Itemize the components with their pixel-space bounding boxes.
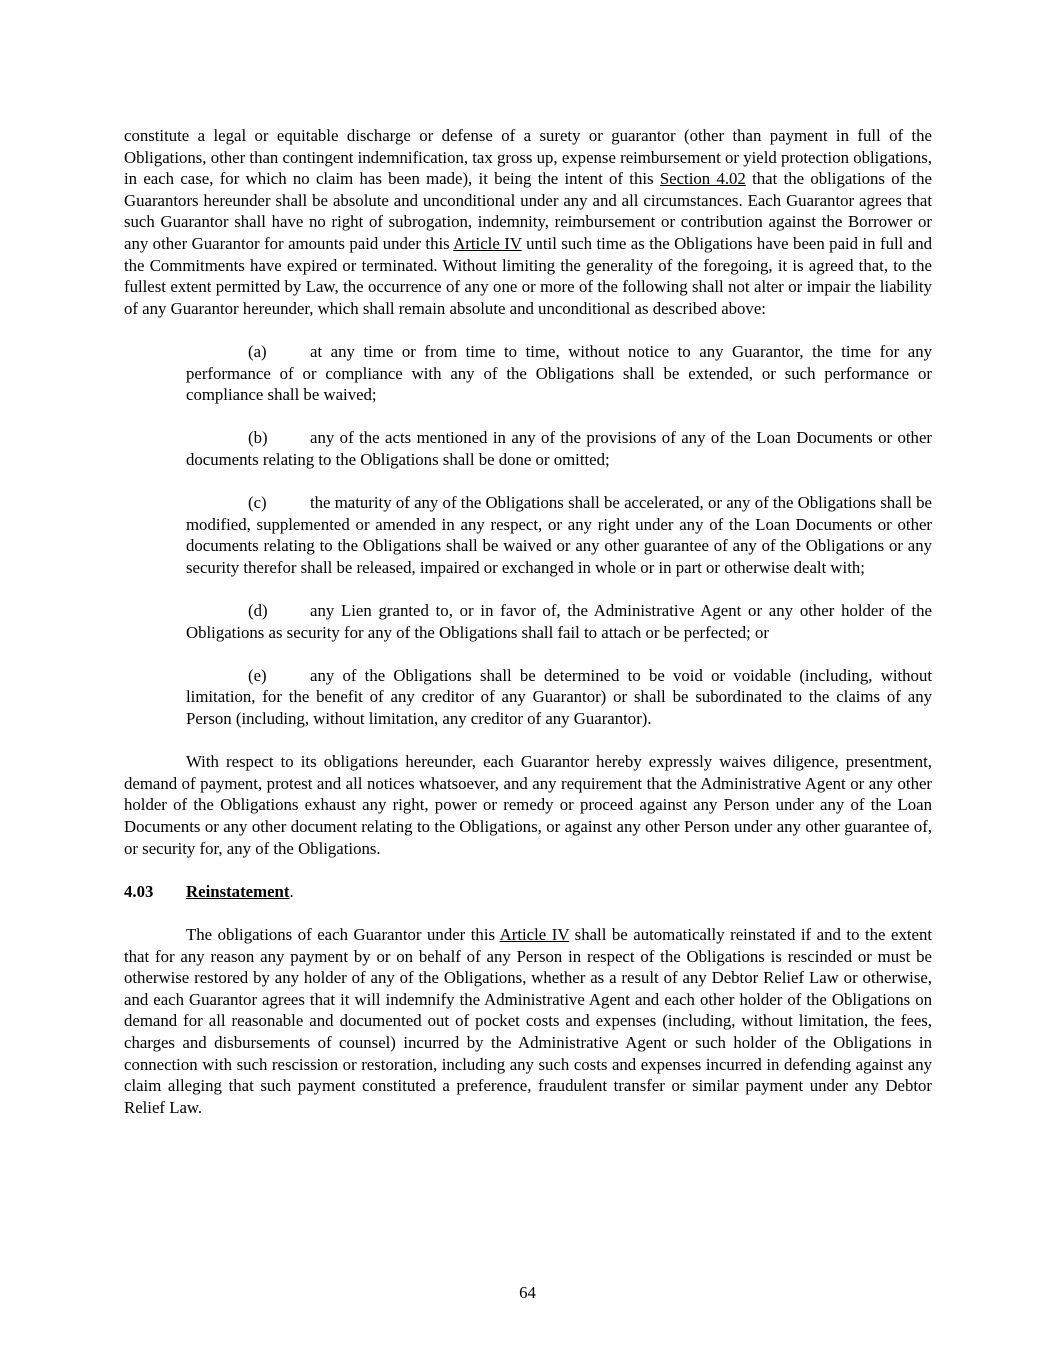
clause-label: (b) <box>248 428 268 448</box>
article-reference: Article IV <box>453 233 522 253</box>
clause-label: (c) <box>248 493 267 513</box>
continued-paragraph <box>124 125 932 319</box>
clause-label: (a) <box>248 341 267 361</box>
clause-c <box>186 492 932 578</box>
clause-a <box>186 341 932 406</box>
section-heading <box>124 881 932 903</box>
waiver-paragraph: With respect to its obligations hereunder, each Guarantor hereby expressly waives diligence, presentment, demand of payment, protest and all notices whatsoever, and any requirement that the Administrative Agent or any other holder of the Obligations exhaust any right, power or remedy or proceed against any Person under any of the Loan Documents or any other document relating to the Obligations, or against any other Person under any other guarantee of, or security for, any of the Obligations. <box>124 752 932 858</box>
text-segment: constitute a legal or equitable discharge or defense of a surety or guarantor (other than payment in full of the Obligations, other than contingent indemnification, tax gross up, expense reimbursement or yield protection obligations, in each case, for which no claim has been made), it being the intent of this <box>124 126 932 189</box>
clause-text: any of the acts mentioned in any of the provisions of any of the Loan Documents or other documents relating to the Obligations shall be done or omitted; <box>186 428 932 469</box>
clause-label: (d) <box>248 601 268 621</box>
clause-d <box>186 600 932 643</box>
text-segment: until such time as the Obligations have been paid in full and the Commitments have expired or terminated. Without limiting the generality of the foregoing, it is agreed that, to the fullest extent permitted by Law, the occurrence of any one or more of the following shall not alter or impair the liability of any Guarantor hereunder, which shall remain absolute and unconditional as described above: <box>124 233 932 318</box>
clause-text: the maturity of any of the Obligations shall be accelerated, or any of the Obligations shall be modified, supplemented or amended in any respect, or any right under any of the Loan Documents or other documents relating to the Obligations shall be waived or any other guarantee of any of the Obligations or any security therefor shall be released, impaired or exchanged in whole or in part or otherwise dealt with; <box>186 493 932 577</box>
text-segment: that the obligations of the Guarantors hereunder shall be absolute and unconditional under any and all circumstances. Each Guarantor agrees that such Guarantor shall have no right of subrogation, indemnity, reimbursement or contribution against the Borrower or any other Guarantor for amounts paid under this <box>124 169 932 253</box>
text-segment: The obligations of each Guarantor under this <box>186 924 500 944</box>
document-page <box>124 125 932 1118</box>
section-reference: Section 4.02 <box>659 169 746 189</box>
clause-text: at any time or from time to time, without notice to any Guarantor, the time for any performance of or compliance with any of the Obligations shall be extended, or such performance or compliance shall be waived; <box>186 341 932 405</box>
reinstatement-paragraph <box>124 924 932 1118</box>
section-title: Reinstatement <box>186 881 290 901</box>
clause-text: any Lien granted to, or in favor of, the Administrative Agent or any other holder of the Obligations as security for any of the Obligations shall fail to attach or be perfected; or <box>186 601 932 642</box>
article-reference: Article IV <box>499 924 570 944</box>
clause-b <box>186 427 932 470</box>
clause-text: any of the Obligations shall be determined to be void or voidable (including, without limitation, for the benefit of any creditor of any Guarantor) or shall be subordinated to the claims of any Person (including, without limitation, any creditor of any Guarantor). <box>186 665 932 729</box>
section-number: 4.03 <box>124 881 154 901</box>
text-segment: shall be automatically reinstated if and to the extent that for any reason any payment by or on behalf of any Person in respect of the Obligations is rescinded or must be otherwise restored by any holder of any of the Obligations, whether as a result of any Debtor Relief Law or otherwise, and each Guarantor agrees that it will indemnify the Administrative Agent and each other holder of the Obligations on demand for all reasonable and documented out of pocket costs and expenses (including, without limitation, the fees, charges and disbursements of counsel) incurred by the Administrative Agent or such holder of the Obligations in connection with such rescission or restoration, including any such costs and expenses incurred in defending against any claim alleging that such payment constituted a preference, fraudulent transfer or similar payment under any Debtor Relief Law. <box>124 924 933 1117</box>
clause-label: (e) <box>248 665 267 685</box>
section-title-period: . <box>289 881 294 901</box>
clause-e <box>186 665 932 730</box>
page-number: 64 <box>519 1283 536 1302</box>
